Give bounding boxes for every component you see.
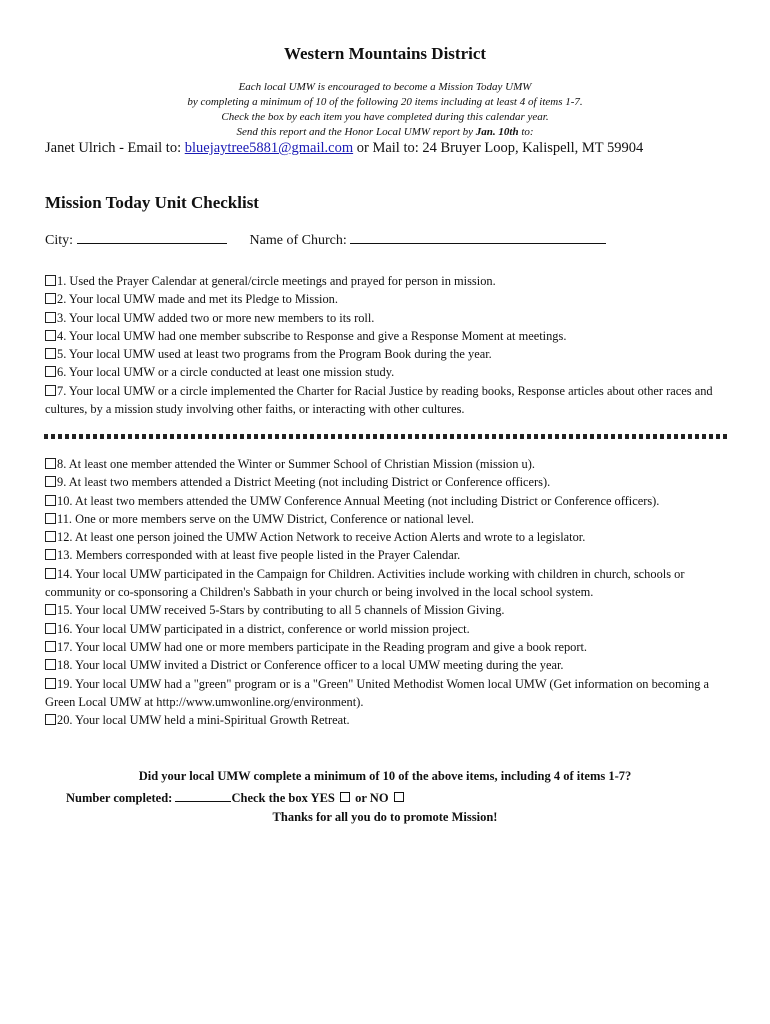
checkbox[interactable]	[45, 275, 56, 286]
checkbox[interactable]	[45, 531, 56, 542]
checklist-item	[45, 473, 730, 491]
page-title: Western Mountains District	[283, 44, 487, 63]
item-text: 3. Your local UMW added two or more new members to its roll.	[57, 310, 375, 325]
checkbox[interactable]	[45, 366, 56, 377]
checklist-item	[45, 601, 730, 619]
checkbox[interactable]	[45, 659, 56, 670]
checkbox[interactable]	[45, 293, 56, 304]
checkbox[interactable]	[45, 458, 56, 469]
checklist-item	[45, 327, 730, 345]
send-prefix: Send this report and the Honor Local UMW report by	[236, 126, 476, 138]
send-line	[0, 125, 770, 140]
checklist-item	[45, 309, 730, 327]
item-text: 14. Your local UMW participated in the Campaign for Children. Activities include working with children in church, schools or community or co-sponsoring a Children's Sabbath in your church or being involved in the local school system.	[45, 566, 685, 600]
checkbox[interactable]	[45, 476, 56, 487]
checklist-item	[45, 272, 730, 290]
checkbox[interactable]	[45, 678, 56, 689]
checklist-group-2	[45, 455, 730, 729]
no-checkbox[interactable]	[394, 792, 404, 802]
checkbox[interactable]	[45, 312, 56, 323]
church-label: Name of Church:	[249, 233, 347, 248]
send-date: Jan. 10th	[475, 126, 519, 138]
number-completed-label: Number completed:	[66, 791, 176, 805]
intro-text	[0, 80, 770, 140]
item-text: 1. Used the Prayer Calendar at general/circle meetings and prayed for person in mission.	[57, 274, 496, 288]
send-suffix: to:	[518, 126, 534, 138]
contact-name: Janet Ulrich - Email to:	[45, 140, 185, 156]
church-name-field[interactable]	[350, 231, 606, 244]
item-text: 15. Your local UMW received 5-Stars by contributing to all 5 channels of Mission Giving.	[57, 603, 505, 618]
item-text: 8. At least one member attended the Winter or Summer School of Christian Mission (mission u).	[57, 457, 535, 471]
city-label: City:	[45, 233, 74, 248]
email-link[interactable]: bluejaytree5881@gmail.com	[184, 140, 354, 156]
number-completed-field[interactable]	[175, 790, 231, 802]
item-text: 7. Your local UMW or a circle implemented the Charter for Racial Justice by reading books, Response articles about other races and cultures, by a mission study involving other faiths, or interacting with other cultures.	[45, 383, 713, 417]
mail-address: or Mail to: 24 Bruyer Loop, Kalispell, MT 59904	[353, 140, 644, 156]
checklist-item	[45, 382, 730, 419]
checklist-group-1	[45, 272, 730, 418]
checkbox[interactable]	[45, 549, 56, 560]
checklist-item	[45, 546, 730, 564]
checklist-item	[45, 455, 730, 473]
checklist-item	[45, 528, 730, 546]
item-text: 19. Your local UMW had a "green" program or is a "Green" United Methodist Women local UMW (Get information on becoming a Green Local UMW at http://www.umwonline.org/environment).	[45, 676, 710, 709]
checklist-item	[45, 675, 730, 712]
item-text: 6. Your local UMW or a circle conducted at least one mission study.	[57, 365, 395, 380]
form-fields	[45, 231, 606, 249]
item-text: 2. Your local UMW made and met its Pledge to Mission.	[57, 292, 338, 307]
yes-checkbox[interactable]	[340, 792, 350, 802]
number-completed-line	[66, 790, 406, 806]
checkbox[interactable]	[45, 641, 56, 652]
checkbox[interactable]	[45, 623, 56, 634]
or-no-label: or NO	[351, 791, 392, 805]
item-text: 5. Your local UMW used at least two programs from the Program Book during the year.	[57, 347, 492, 362]
item-text: 10. At least two members attended the UMW Conference Annual Meeting (not including District or Conference officers).	[57, 493, 660, 508]
thanks-message: Thanks for all you do to promote Mission!	[272, 810, 498, 824]
item-text: 4. Your local UMW had one member subscribe to Response and give a Response Moment at meetings.	[57, 328, 567, 343]
checklist-item	[45, 363, 730, 381]
checklist-item	[45, 711, 730, 729]
checkbox[interactable]	[45, 330, 56, 341]
intro-line: Check the box by each item you have completed during this calendar year.	[221, 111, 549, 123]
item-text: 12. At least one person joined the UMW Action Network to receive Action Alerts and wrote to a legislator.	[57, 530, 586, 545]
checklist-item	[45, 290, 730, 308]
item-text: 17. Your local UMW had one or more members participate in the Reading program and give a book report.	[57, 639, 588, 654]
item-text: 9. At least two members attended a District Meeting (not including District or Conference officers).	[57, 475, 551, 490]
contact-line	[45, 140, 643, 157]
checklist-item	[45, 620, 730, 638]
item-text: 16. Your local UMW participated in a district, conference or world mission project.	[57, 621, 470, 636]
intro-line: by completing a minimum of 10 of the following 20 items including at least 4 of items 1-7.	[187, 96, 583, 108]
checkbox[interactable]	[45, 495, 56, 506]
checklist-item	[45, 656, 730, 674]
intro-line: Each local UMW is encouraged to become a Mission Today UMW	[238, 81, 532, 93]
checklist-item	[45, 345, 730, 363]
dotted-divider	[44, 434, 728, 439]
completion-question: Did your local UMW complete a minimum of 10 of the above items, including 4 of items 1-7?	[138, 769, 632, 783]
check-box-label: Check the box YES	[231, 791, 338, 805]
checkbox[interactable]	[45, 513, 56, 524]
item-text: 20. Your local UMW held a mini-Spiritual Growth Retreat.	[57, 713, 350, 728]
checklist-item	[45, 492, 730, 510]
checkbox[interactable]	[45, 604, 56, 615]
item-text: 13. Members corresponded with at least five people listed in the Prayer Calendar.	[57, 548, 461, 563]
checkbox[interactable]	[45, 568, 56, 579]
item-text: 11. One or more members serve on the UMW District, Conference or national level.	[57, 511, 475, 526]
checklist-item	[45, 638, 730, 656]
checkbox[interactable]	[45, 714, 56, 725]
checklist-title: Mission Today Unit Checklist	[45, 193, 259, 212]
checklist-item	[45, 510, 730, 528]
checkbox[interactable]	[45, 385, 56, 396]
checkbox[interactable]	[45, 348, 56, 359]
city-field[interactable]	[77, 231, 227, 244]
item-text: 18. Your local UMW invited a District or Conference officer to a local UMW meeting during the year.	[57, 658, 564, 673]
checklist-item	[45, 565, 730, 602]
